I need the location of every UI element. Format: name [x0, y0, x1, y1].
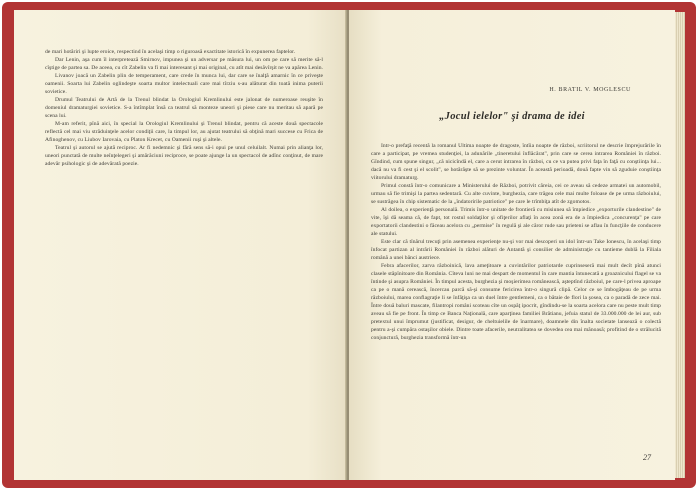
right-paragraph: Intr-o prefaţă recentă la romanul Ultima noapte de dragoste, întîia noapte de război, scriitorul ne descrie împrejurările în care a participat, pe vremea studenţiei, la adunările „tineretului înflăcărat", prin care se cerea intrarea României în război. Gîndind, cum spune singur, „că nicicîndă el, care a cerut intrarea în război, cu ce va putea privi faţa în faţă cu conştiinţa lui... dacă nu va fi cest şi el scolit", se hotărăşte să se prezinte voluntar. În această perioadă, două fapte vin să zguduie conştiinţa viitorului dramaturg. [371, 143, 661, 182]
page-edges [675, 12, 685, 478]
right-paragraph: Al doilea, o experienţă personală. Trimis într-o unitate de frontieră cu misiunea să împiedice „exporturile clandestine" de vite, îşi dă seama că, de fapt, tot rostul soldaţilor şi ofiţerilor aflaţi în acea zonă era de a împiedica „concurenţa" pe care exportatorii clandestini o făceau acelora cu „permise" în regulă şi ale căror rude sau prieteni se aflau în funcţiile de conducere ale statului. [371, 207, 661, 238]
left-paragraph: de mari hotăriri şi lupte eroice, respectind în acelaşi timp o riguroasă exactitate istorică în expunerea faptelor. [45, 49, 296, 55]
right-paragraph: Febra afacerilor, zarva războinică, lava ameţitoare a cuvintărilor patriotarde cuprinseseră mai mult decît pînă atunci clasele stăpînitoare din România. Cîteva luni ne mai despart de momentul în care mantia întunecată a groaznicului flagel se va întinde şi asupra României. În timpul acesta, burghezia şi moşierimea românească, aşteptînd războiul, pe care-l privea aproape ca pe o mană cerească, încercau parcă să-şi consume fericirea într-o singură clipă. Celor ce se îmbogăţeau de pe urma războiului, marea conflagraţie li se înfăţişa ca un duel între gentlemeni, ca o bătaie de flori la şosea, ca o paradă de zece mai. Între două baluri mascate, filantropi români scoteau cîte un ospăţ ipocrit, gîndindu-se la soarta acelora care nu peste mult timp aveau să fie pe front. În timp ce Banca Naţională, care aparţinea familiei Brătianu, jefuia statul de 33.000.000 de lei aur, sub pretextul unui împrumut (justificat, desigur, de cheltuielile de înarmare), doamnele din înalta societate lansează o colectă pentru a-şi cumpăra ostaşilor obiele. Dintre toate afacerile, neutralitatea se dovedea cea mai mănoasă; profitind de o strălucită conjunctură, burghezia transformă într-un [371, 263, 661, 342]
left-paragraph: M-am referit, pînă aici, în special la Orologiul Kremlinului şi Trenul blindat, pentru că aceste două spectacole reflectă cel mai viu străduinţele acelor condiţii care, la timpul lor, au ajutat teatrului să obţină mari succese cu Frica de Afinoghenov, cu Liubov Iarovaia, cu Platon Krecet, cu Oamenii ruşi şi altele. [45, 121, 323, 144]
right-page-body [371, 142, 661, 342]
article-author: H. BRATIL V. MOGLESCU [549, 87, 631, 93]
page-number: 27 [643, 453, 651, 462]
left-paragraph: Drumul Teatrului de Artă de la Trenul blindat la Orologiul Kremlinului este jalonat de numeroase reuşite în domeniul dramaturgiei sovietice. S-a întîmplat însă ca teatrul să monteze uneori şi piese care nu meritau să apară pe scena lui. [45, 97, 323, 120]
left-paragraph: Teatrul şi autorul se ajută reciproc. Ar fi nedemnic şi fără sens să-i opui pe unul celuilalt. Numai prin alianţa lor, uneori punctată de multe neînţelegeri şi amărăciuni reciproce, se poate ajunge la un spectacol de adînc conţinut, de mare adevăr psihologic şi de adevărată poezie. [45, 145, 323, 168]
left-paragraph: Livanov joacă un Zabelin plin de temperament, care crede în munca lui, dar care se înalţă amarnic în ce priveşte oamenii. Soarta lui Zabelin oglindeşte soarta multor intelectuali care mai tîrziu s-au alăturat din toată inima puterii sovietice. [45, 73, 323, 96]
article-title: „Jocul ielelor" şi drama de idei [439, 111, 585, 122]
left-page-body [45, 48, 323, 168]
left-page [14, 10, 347, 480]
right-paragraph: Primul constă într-o comunicare a Ministerului de Război, potrivit căreia, cei ce aveau să cedeze armatei un automobil, urmau să fie trimişi la partea sedentară. Cu alte cuvinte, burghezia, care trăgea cele mai multe foloase de pe urma războiului, se sustrăgea în chip sistematic de la „îndatoririle patriotice" pe care le trîmbiţa atît de zgomotos. [371, 183, 661, 206]
right-paragraph: Este clar că tînărul trecuţi prin asemenea experienţe nu-şi vor mai descoperi un idol într-un Take Ionescu, în acelaşi timp înfocat partizan al intrării României în război alături de Antantă şi consilier de administraţie cu tantieme dublă la Filiala română a unei bănci austriece. [371, 239, 661, 262]
left-paragraph: Dar Lenin, aşa cum îl interpretează Smirnov, impunea şi un adversar pe măsura lui, un om pe care să merite să-l cîştige de partea sa. De aceea, cu cît Zabelin va fi mai interesant şi mai original, cu atît mai desăvîrşit ne va apărea Lenin. [45, 57, 323, 72]
right-page [349, 10, 675, 480]
